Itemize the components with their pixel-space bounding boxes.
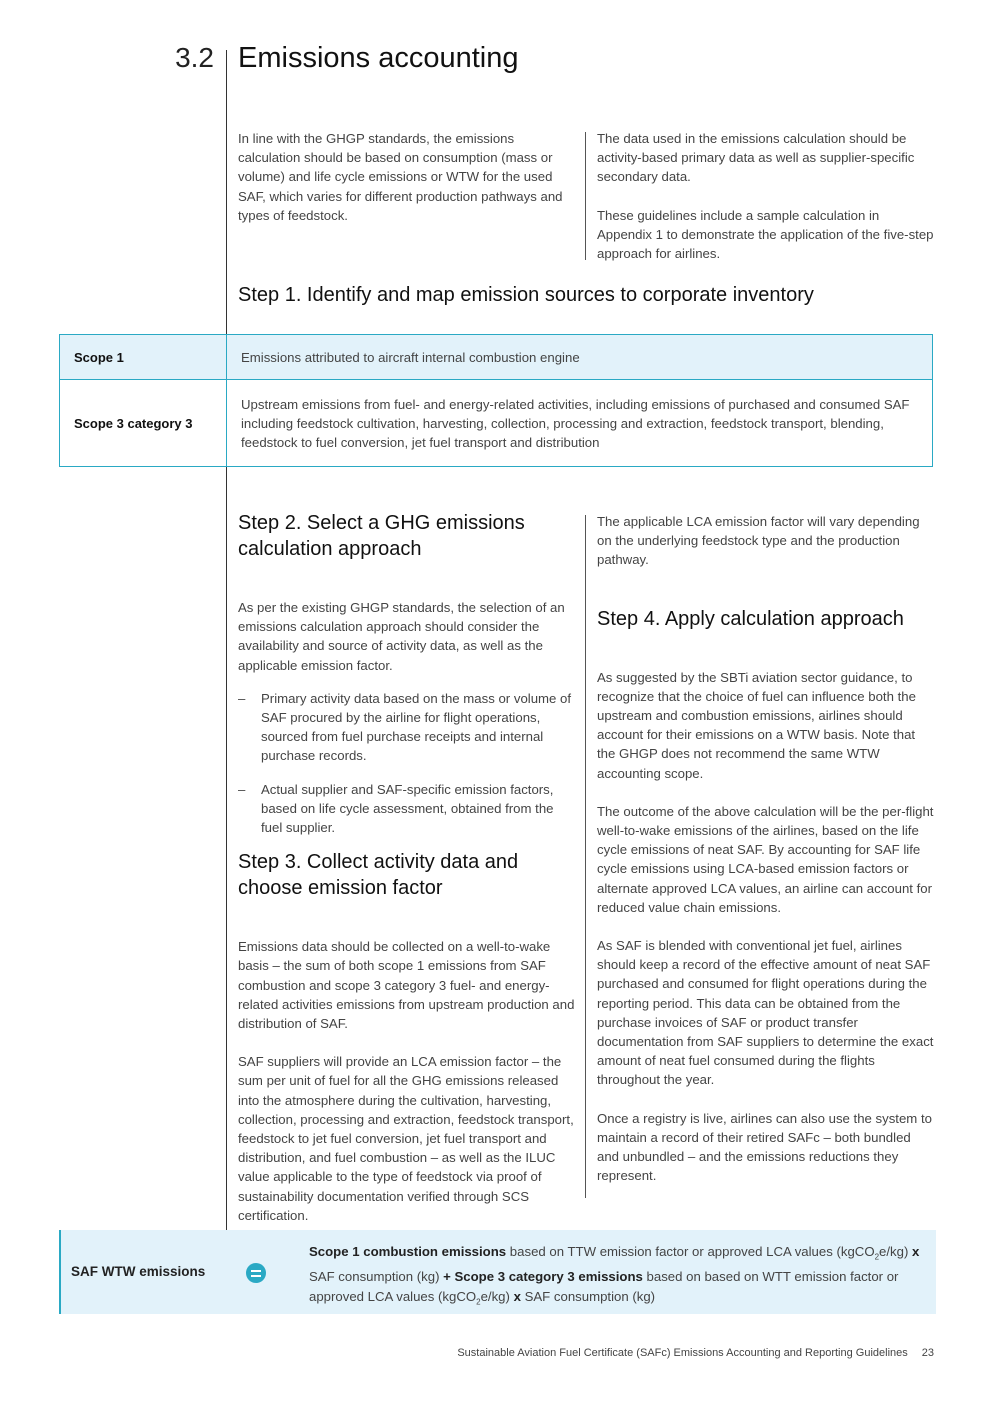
scope-description: Upstream emissions from fuel- and energy-related activities, including emissions of purchased and consumed SAF including feedstock cultivation, harvesting, collection, processing and extraction, feedstock transport, blending, feedstock to fuel conversion, jet fuel transport and distribution [227,380,933,467]
right-column [597,512,935,1204]
step2-title: Step 2. Select a GHG emissions calculation approach [238,512,525,560]
section-number: 3.2 [175,42,214,73]
formula-subscript: 2 [874,1252,880,1262]
formula-scope3-term: + Scope 3 category 3 emissions [443,1269,643,1285]
step1-title: Step 1. Identify and map emission sources to corporate inventory [238,284,814,306]
formula-label: SAF WTW emissions [71,1264,206,1279]
formula-text-segment: e/kg) [480,1288,514,1304]
equals-icon [246,1263,266,1283]
scope-label: Scope 1 [60,335,227,380]
section-divider-bottom [226,466,227,1230]
page-number: 23 [921,1347,934,1359]
step4-title: Step 4. Apply calculation approach [597,607,904,630]
formula-text-segment: SAF consumption (kg) [309,1269,444,1285]
step3-paragraph-1: Emissions data should be collected on a well-to-wake basis – the sum of both scope 1 emissions from SAF combustion and scope 3 category 3 fuel- and energy-related activities emissions from upstream production and distribution of SAF. [238,939,575,1032]
list-item: – Actual supplier and SAF-specific emission factors, based on life cycle assessment, obtained from the fuel supplier. [238,780,576,838]
scope-label: Scope 3 category 3 [60,380,227,467]
intro-left-paragraph: In line with the GHGP standards, the emissions calculation should be based on consumption (mass or volume) and life cycle emissions or WTW for the used SAF, which varies for different production pathways and types of feedstock. [238,131,563,223]
formula-subscript: 2 [476,1297,481,1307]
step3-paragraph-2: SAF suppliers will provide an LCA emission factor – the sum per unit of fuel for all the GHG emissions released into the atmosphere during the cultivation, harvesting, collection, processing and extraction, feedstock transport, feedstock to jet fuel conversion, jet fuel transport and distribution, and fuel combustion – as well as the ILUC value applicable to the type of feedstock via proof of sustainability documentation verified through SCS certification. [238,1054,574,1223]
intro-right [597,129,935,282]
scope-description: Emissions attributed to aircraft internal combustion engine [227,335,933,380]
step4-paragraph-3: As SAF is blended with conventional jet fuel, airlines should keep a record of the effective amount of neat SAF purchased and consumed for flight operations during the reporting period. This data can be obtained from the purchase invoices of SAF or product transfer documentation from SAF suppliers to determine the exact amount of neat fuel consumed during the flights throughout the year. [597,938,934,1088]
footer-title: Sustainable Aviation Fuel Certificate (SAFc) Emissions Accounting and Reporting Guidelines [457,1347,908,1359]
intro-right-paragraph-1: The data used in the emissions calculation should be activity-based primary data as well as supplier-specific secondary data. [597,131,915,185]
formula-scope1-term: Scope 1 combustion emissions [309,1244,507,1259]
step4-paragraph-4: Once a registry is live, airlines can also use the system to maintain a record of their retired SAFc – both bundled and unbundled – and the emissions reductions they represent. [597,1110,932,1184]
section-divider-top [226,50,227,334]
formula-multiply: x [513,1288,521,1304]
formula-text [309,1242,929,1312]
formula-text-segment: e/kg) [879,1244,913,1259]
formula-box [59,1230,936,1314]
scope-table [59,334,933,467]
step4-paragraph-2: The outcome of the above calculation will be the per-flight well-to-wake emissions of the airlines, based on the life cycle emissions of neat SAF. By accounting for SAF life cycle emissions using LCA-based emission factors or alternate approved LCA values, an airline can account for reduced value chain emissions. [597,803,934,915]
formula-text-segment: SAF consumption (kg) [520,1288,656,1304]
step2-paragraph: As per the existing GHGP standards, the selection of an emissions calculation approach should consider the availability and source of activity data, as well as the applicable emission factor. [238,600,565,673]
lca-factor-paragraph: The applicable LCA emission factor will vary depending on the underlying feedstock type and the production pathway. [597,514,920,568]
intro-right-paragraph-2: These guidelines include a sample calculation in Appendix 1 to demonstrate the application of the five-step approach for airlines. [597,207,934,262]
intro-left [238,129,574,244]
formula-text-segment: based on based on WTT emission factor or approved LCA values (kgCO [309,1269,899,1304]
intro-column-divider [585,132,586,260]
body-column-divider [585,515,586,1198]
step3-title: Step 3. Collect activity data and choose emission factor [238,851,519,900]
formula-multiply: x [912,1244,920,1259]
page-title: Emissions accounting [238,42,519,74]
left-column [238,510,576,1244]
list-item: – Primary activity data based on the mass or volume of SAF procured by the airline for flight operations, sourced from fuel purchase receipts and internal purchase records. [238,689,576,766]
table-row [60,335,933,380]
formula-text-segment: based on TTW emission factor or approved LCA values (kgCO [506,1244,875,1259]
step2-bullet-list [238,689,576,837]
table-row [60,380,933,467]
step4-paragraph-1: As suggested by the SBTi aviation sector guidance, to recognize that the choice of fuel can influence both the upstream and combustion emissions, airlines should account for their emissions on a WTW basis. Note that the GHGP does not recommend the same WTW accounting scope. [597,669,916,781]
footer [457,1347,934,1359]
